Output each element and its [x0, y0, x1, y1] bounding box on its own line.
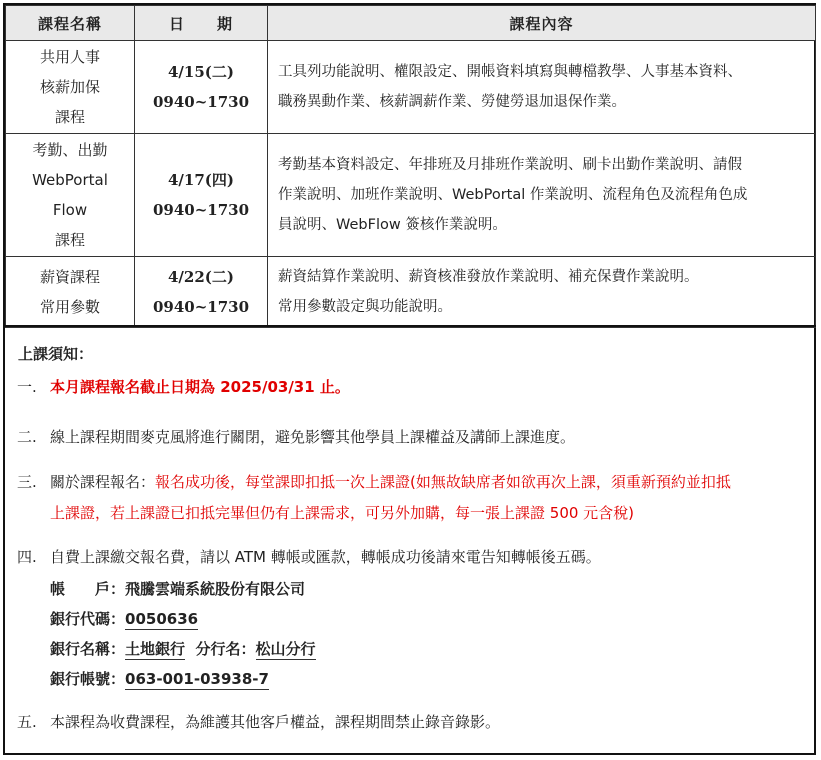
bank-value: 飛騰雲端系統股份有限公司	[125, 580, 306, 598]
course-name-line: 考勤、出勤	[32, 141, 108, 159]
course-name-line: 課程	[54, 108, 85, 126]
item-text-block	[50, 467, 810, 529]
bank-label: 銀行代碼：	[50, 610, 126, 628]
bank-account-name	[50, 577, 305, 601]
course-name-cell	[6, 257, 135, 328]
course-date-cell	[135, 41, 268, 134]
course-name-cell	[6, 41, 135, 134]
notes-item-1	[17, 372, 350, 403]
branch-label: 分行名：	[195, 640, 256, 658]
course-time: 0940~1730	[152, 201, 250, 219]
bank-label: 銀行帳號：	[50, 670, 126, 688]
branch-value: 松山分行	[255, 640, 316, 658]
item-number: 四.	[17, 548, 37, 566]
bank-name	[50, 637, 316, 661]
item-text-line: 報名成功後，每堂課即扣抵一次上課證(如無故缺席者如欲再次上課，須重新預約並扣抵	[155, 473, 731, 491]
bank-value: 063-001-03938-7	[125, 670, 269, 688]
course-content-line: 作業說明、加班作業說明、WebPortal 作業說明、流程角色及流程角色成	[278, 187, 748, 203]
header-date: 日 期	[135, 6, 268, 41]
item-number: 一.	[17, 378, 37, 396]
notes-item-5	[17, 707, 501, 738]
notes-item-4	[17, 542, 601, 573]
course-date-cell	[135, 257, 268, 328]
course-name-cell	[6, 134, 135, 257]
course-content-line: 考勤基本資料設定、年排班及月排班作業說明、刷卡出勤作業說明、請假	[278, 157, 742, 173]
course-content-line: 常用參數設定與功能說明。	[278, 299, 452, 315]
item-text: 本課程為收費課程，為維護其他客戶權益，課程期間禁止錄音錄影。	[50, 713, 501, 731]
course-name-line: Flow	[52, 201, 88, 219]
item-number: 二.	[17, 428, 37, 446]
course-time: 0940~1730	[152, 298, 250, 316]
table-row	[6, 41, 816, 134]
bank-value: 0050636	[125, 610, 199, 628]
bank-value: 土地銀行	[125, 640, 186, 658]
course-name-line: 常用參數	[39, 298, 100, 316]
course-name-line: 核薪加保	[39, 78, 100, 96]
notes-item-2	[17, 422, 576, 453]
table-row	[6, 257, 816, 328]
item-text: 自費上課繳交報名費，請以 ATM 轉帳或匯款，轉帳成功後請來電告知轉帳後五碼。	[50, 548, 601, 566]
course-content-cell	[268, 41, 816, 134]
item-number: 三.	[17, 473, 37, 491]
course-name-line: 課程	[54, 231, 85, 249]
item-text-line: 上課證，若上課證已扣抵完畢但仍有上課需求，可另外加購，每一張上課證 500 元含稅)	[50, 504, 635, 522]
table-header-row	[6, 6, 816, 41]
item-lead: 關於課程報名：	[50, 473, 156, 491]
header-course-name: 課程名稱	[6, 6, 135, 41]
course-content-line: 薪資結算作業說明、薪資核准發放作業說明、補充保費作業說明。	[278, 269, 699, 285]
table-row	[6, 134, 816, 257]
bank-label: 帳 戶：	[50, 580, 126, 598]
item-text: 線上課程期間麥克風將進行關閉，避免影響其他學員上課權益及講師上課進度。	[50, 428, 576, 446]
bank-code	[50, 607, 198, 631]
notes-item-3	[17, 467, 731, 522]
notes-section	[5, 325, 816, 755]
course-name-line: 薪資課程	[39, 268, 100, 286]
bank-label: 銀行名稱：	[50, 640, 126, 658]
course-content-line: 職務異動作業、核薪調薪作業、勞健勞退加退保作業。	[278, 94, 626, 110]
course-date-cell	[135, 134, 268, 257]
course-content-cell	[268, 134, 816, 257]
course-content-line: 工具列功能說明、權限設定、開帳資料填寫與轉檔教學、人事基本資料、	[278, 64, 742, 80]
item-text: 本月課程報名截止日期為 2025/03/31 止。	[50, 378, 350, 396]
notes-title: 上課須知：	[18, 345, 94, 363]
course-date: 4/15(二)	[168, 63, 234, 81]
item-number: 五.	[17, 713, 37, 731]
course-content-line: 員說明、WebFlow 簽核作業說明。	[278, 217, 507, 233]
course-time: 0940~1730	[152, 93, 250, 111]
course-content-cell	[268, 257, 816, 328]
bank-account-number	[50, 667, 269, 691]
header-course-content: 課程內容	[268, 6, 816, 41]
course-date: 4/22(二)	[168, 268, 234, 286]
course-table	[5, 5, 816, 328]
course-name-line: 共用人事	[39, 48, 100, 66]
course-name-line: WebPortal	[32, 171, 108, 189]
course-date: 4/17(四)	[168, 171, 234, 189]
